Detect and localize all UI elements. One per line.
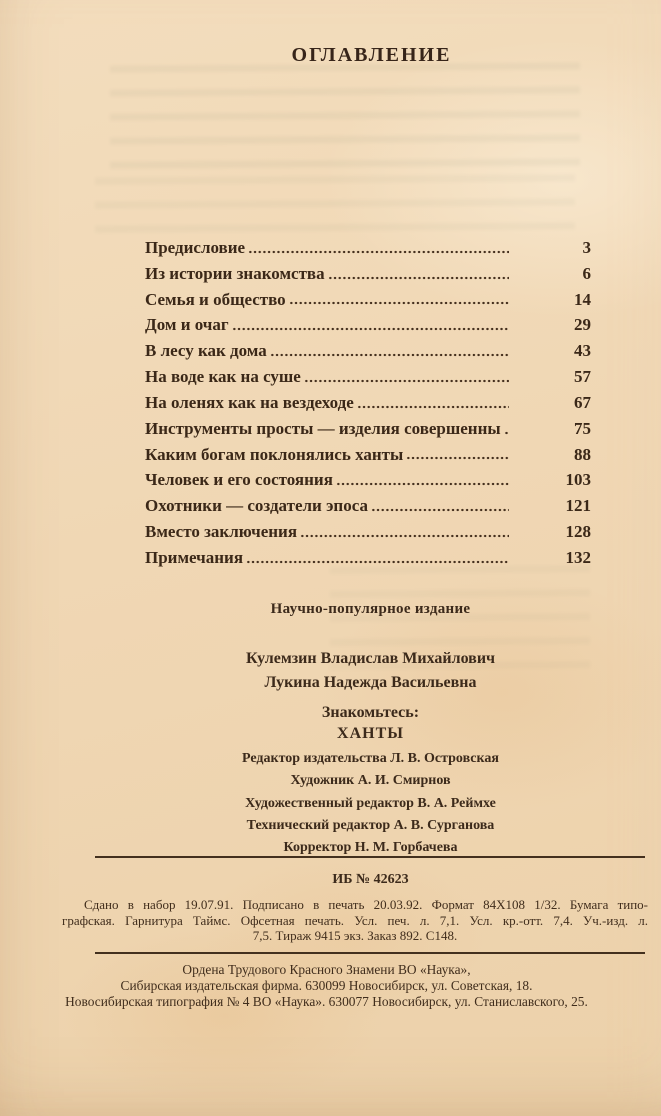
toc-page-number: 67 [574, 392, 591, 412]
toc-entry-title: На оленях как на вездеходе [145, 392, 354, 412]
toc-entry [145, 489, 591, 515]
toc-entry [145, 360, 591, 386]
publisher-block [0, 962, 653, 1009]
toc-page-number: 103 [565, 470, 591, 490]
toc-entry [145, 515, 591, 541]
toc-entry [145, 231, 591, 257]
book-title-line: Знакомьтесь: [321, 704, 420, 721]
toc-entry-title: Примечания [145, 547, 244, 567]
author-name: Кулемзин Владислав Михайлович [245, 650, 496, 667]
toc-dotted-leader [289, 290, 509, 309]
toc-dotted-leader [300, 522, 509, 541]
toc-entry [145, 257, 591, 283]
credit-line: Технический редактор А. В. Сурганова [246, 817, 495, 833]
credits-block [80, 748, 661, 859]
toc-dotted-leader [246, 548, 509, 567]
toc-page-number: 14 [574, 289, 591, 309]
toc-page-number: 3 [582, 237, 591, 257]
toc-dotted-leader [371, 496, 509, 515]
toc-page-number: 128 [565, 522, 591, 542]
divider-rule [95, 856, 645, 858]
toc-entry-title: Предисловие [145, 237, 246, 257]
toc-page-number: 121 [565, 496, 591, 516]
toc-entry-title: В лесу как дома [145, 341, 267, 361]
book-title-line: ХАНТЫ [337, 725, 404, 742]
ib-number-line: ИБ № 42623 [332, 872, 409, 887]
toc-dotted-leader [406, 445, 509, 464]
toc-dotted-leader [504, 419, 509, 438]
toc-entry [145, 334, 591, 360]
toc-dotted-leader [328, 264, 509, 283]
toc-dotted-leader [304, 367, 509, 386]
toc-entry-title: Дом и очаг [145, 315, 229, 335]
toc-page-number: 57 [574, 367, 591, 387]
toc-entry-title: Человек и его состояния [145, 470, 333, 490]
toc-dotted-leader [232, 315, 509, 334]
toc-entry-title: Вместо заключения [145, 522, 298, 542]
toc-entry-title: Семья и общество [145, 289, 286, 309]
credit-line: Художественный редактор В. А. Реймхе [245, 795, 496, 811]
edition-type-line: Научно-популярное издание [270, 601, 471, 617]
toc-entry-title: Из истории знакомства [145, 263, 325, 283]
authors-block [80, 647, 661, 694]
toc-page-number: 29 [574, 315, 591, 335]
publisher-line: Сибирская издательская фирма. 630099 Новосибирск, ул. Советская, 18. [120, 977, 533, 993]
toc-entry-title: Каким богам поклонялись ханты [145, 444, 404, 464]
table-of-contents [145, 231, 591, 567]
publisher-line: Ордена Трудового Красного Знамени ВО «Наука», [182, 962, 471, 977]
toc-dotted-leader [357, 393, 509, 412]
bleed-through-smudge [110, 56, 580, 169]
toc-entry [145, 412, 591, 438]
imprint-line: графская. Гарнитура Таймс. Офсетная печать. Усл. печ. л. 7,1. Усл. кр.-отт. 7,4. Уч.-изд. л. [62, 912, 648, 928]
toc-entry [145, 309, 591, 335]
toc-dotted-leader [336, 470, 509, 489]
toc-page-number: 75 [574, 418, 591, 438]
book-title-block [80, 702, 661, 744]
toc-page-number: 88 [574, 444, 591, 464]
toc-entry [145, 464, 591, 490]
credit-line: Художник А. И. Смирнов [290, 773, 451, 789]
toc-dotted-leader [248, 238, 509, 257]
imprint-line: 7,5. Тираж 9415 экз. Заказ 892. С148. [252, 928, 458, 944]
divider-rule [95, 952, 645, 954]
credit-line: Корректор Н. М. Горбачева [283, 840, 458, 856]
page-title: ОГЛАВЛЕНИЕ [291, 44, 452, 66]
toc-page-number: 132 [565, 547, 591, 567]
toc-entry-title: Охотники — создатели эпоса [145, 496, 368, 516]
imprint-line: Сдано в набор 19.07.91. Подписано в печать 20.03.92. Формат 84Х108 1/32. Бумага типо- [84, 897, 648, 912]
toc-entry-title: На воде как на суше [145, 367, 301, 387]
toc-entry [145, 386, 591, 412]
toc-entry [145, 283, 591, 309]
toc-dotted-leader [270, 341, 509, 360]
credit-line: Редактор издательства Л. В. Островская [242, 751, 499, 766]
imprint-paragraph [62, 897, 648, 944]
toc-page-number: 43 [574, 341, 591, 361]
toc-entry [145, 438, 591, 464]
toc-entry [145, 541, 591, 567]
author-name: Лукина Надежда Васильевна [264, 673, 477, 691]
toc-entry-title: Инструменты просты — изделия совершенны [145, 418, 501, 438]
publisher-line: Новосибирская типография № 4 ВО «Наука». 630077 Новосибирск, ул. Станиславского, 25. [65, 993, 588, 1009]
toc-page-number: 6 [582, 263, 591, 283]
